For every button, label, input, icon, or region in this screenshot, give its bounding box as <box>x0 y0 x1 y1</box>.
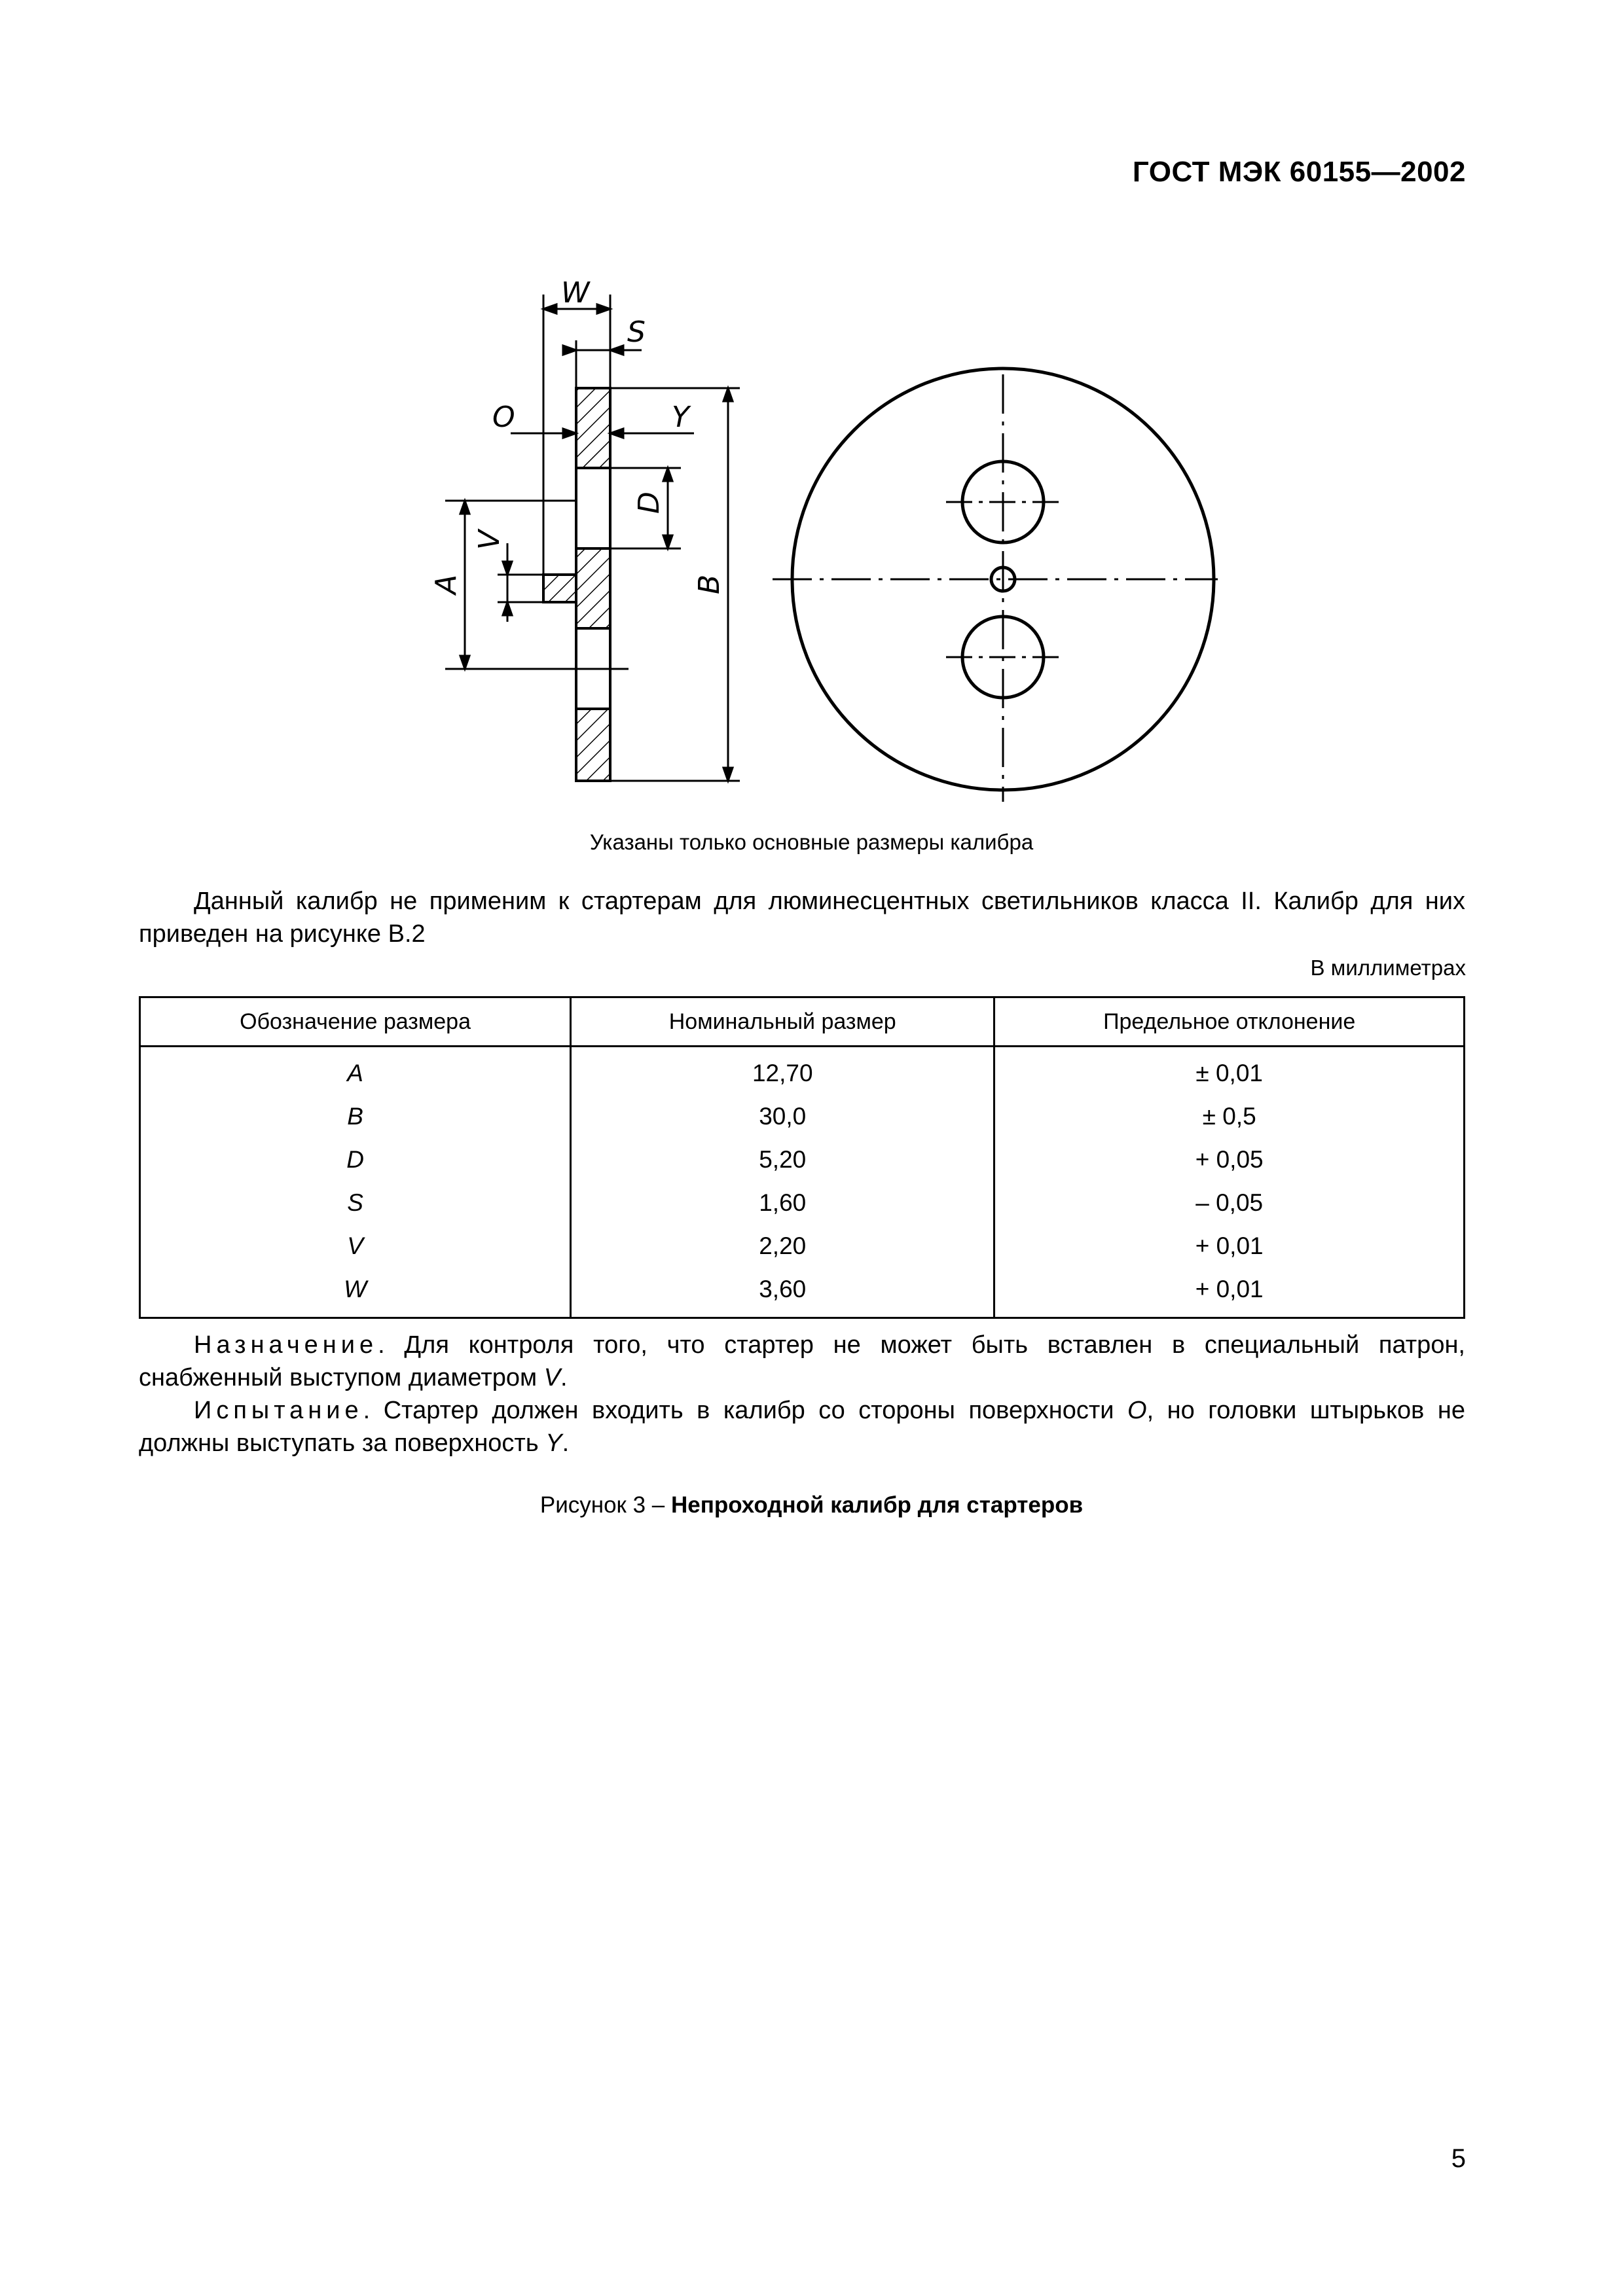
document-code: ГОСТ МЭК 60155—2002 <box>1132 156 1466 188</box>
paragraph-purpose <box>139 1329 1465 1394</box>
purpose-symbol: V <box>543 1364 561 1391</box>
dimensions-table <box>139 996 1465 1319</box>
figure-caption-title: Непроходной калибр для стартеров <box>670 1492 1084 1518</box>
cell-tolerance: + 0,01 <box>994 1225 1465 1268</box>
cell-symbol: W <box>140 1268 571 1318</box>
label-a: A <box>429 574 463 594</box>
cell-nominal: 2,20 <box>571 1225 994 1268</box>
header-tolerance: Предельное отклонение <box>994 997 1465 1047</box>
paragraph-test <box>139 1394 1465 1460</box>
cell-symbol: V <box>140 1225 571 1268</box>
label-b: B <box>693 574 726 594</box>
front-view-disc <box>773 368 1218 802</box>
table-row <box>140 1268 1465 1318</box>
cell-symbol: B <box>140 1095 571 1138</box>
figure-caption <box>0 1492 1623 1518</box>
cell-nominal: 12,70 <box>571 1047 994 1096</box>
label-o: O <box>492 401 515 434</box>
purpose-text: . Для контроля того, что стартер не может быть вставлен в специальный патрон, снабженный выступом диаметром <box>139 1331 1465 1391</box>
label-y: Y <box>672 401 689 434</box>
purpose-end: . <box>560 1364 568 1391</box>
cell-nominal: 30,0 <box>571 1095 994 1138</box>
table-row <box>140 1225 1465 1268</box>
cell-tolerance: ± 0,5 <box>994 1095 1465 1138</box>
test-text-1: . Стартер должен входить в калибр со стороны поверхности <box>363 1397 1128 1424</box>
header-nominal: Номинальный размер <box>571 997 994 1047</box>
cell-nominal: 5,20 <box>571 1138 994 1181</box>
cell-tolerance: ± 0,01 <box>994 1047 1465 1096</box>
header-symbol: Обозначение размера <box>140 997 571 1047</box>
cell-tolerance: + 0,01 <box>994 1268 1465 1318</box>
purpose-label: Назначение <box>194 1331 378 1359</box>
cell-tolerance: + 0,05 <box>994 1138 1465 1181</box>
gauge-drawing <box>0 0 1623 825</box>
cell-symbol: S <box>140 1181 571 1225</box>
side-section-view <box>543 388 610 781</box>
test-end: . <box>562 1429 570 1457</box>
test-symbol-1: O <box>1127 1397 1147 1424</box>
test-text-2: , но головки штырьков не должны выступать за поверхность <box>139 1397 1465 1457</box>
paragraph-text: Данный калибр не применим к стартерам для люминесцентных светильников класса II. Калибр для них приведен на рисунке В.2 <box>139 888 1465 948</box>
test-symbol-2: Y <box>545 1429 562 1457</box>
label-v: V <box>473 529 506 550</box>
page-number: 5 <box>1451 2144 1466 2173</box>
figure-caption-prefix: Рисунок 3 – <box>539 1492 671 1518</box>
cell-nominal: 1,60 <box>571 1181 994 1225</box>
test-label: Испытание <box>194 1397 363 1424</box>
table-row <box>140 1095 1465 1138</box>
table-row <box>140 1138 1465 1181</box>
table-header-row <box>140 997 1465 1047</box>
table-row <box>140 1047 1465 1096</box>
cell-symbol: A <box>140 1047 571 1096</box>
label-s: S <box>627 315 646 349</box>
units-note: В миллиметрах <box>1310 956 1466 980</box>
paragraph-applicability <box>139 885 1465 950</box>
table-row <box>140 1181 1465 1225</box>
cell-nominal: 3,60 <box>571 1268 994 1318</box>
cell-symbol: D <box>140 1138 571 1181</box>
label-d: D <box>632 492 666 514</box>
label-w: W <box>561 276 590 310</box>
drawing-note: Указаны только основные размеры калибра <box>589 830 1034 854</box>
cell-tolerance: – 0,05 <box>994 1181 1465 1225</box>
